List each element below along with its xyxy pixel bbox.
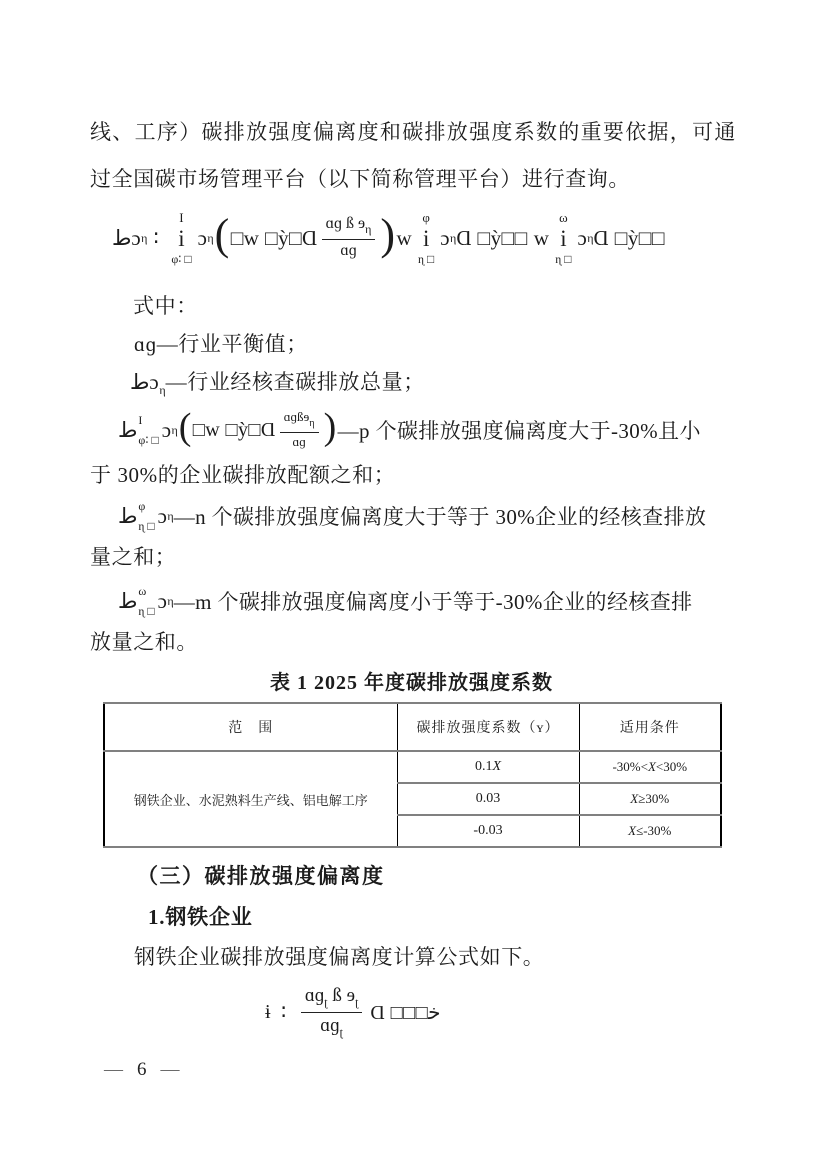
- page-number: 6: [137, 1059, 147, 1080]
- m-coefficient-subscript: η: [167, 593, 174, 608]
- fraction-1-numerator: [322, 215, 376, 240]
- where-label: 式中：: [133, 294, 198, 318]
- numerator-term-a-subscript: ʈ: [324, 994, 328, 1009]
- numerator-operator: ß: [327, 984, 347, 1006]
- coefficient-2-subscript: η: [450, 230, 457, 245]
- w-term-1: w: [396, 225, 413, 250]
- w-term-2: w: [533, 225, 550, 250]
- summation-3-symbol: i: [560, 226, 567, 251]
- cell-condition-3: X≤-30%: [579, 815, 721, 847]
- cell-coefficient-2: 0.03: [397, 783, 579, 815]
- open-paren: (: [214, 210, 230, 260]
- numerator-text: ɑɡ ß ɘ: [325, 215, 366, 233]
- fraction-1: [322, 215, 376, 260]
- deviation-lhs: ɨ: [265, 1000, 271, 1023]
- tail-terms-2: Ɑ □ỳ□□: [593, 225, 665, 250]
- footer-right-dash: —: [160, 1059, 180, 1080]
- m-coefficient: ɔ: [157, 588, 168, 613]
- equals-sign: ∶: [280, 999, 287, 1024]
- paragraph-n-formula: [118, 494, 706, 538]
- summation-1-symbol: i: [178, 226, 185, 251]
- summation-3-upper: ω: [559, 210, 568, 225]
- formula-lhs-subscript: η: [141, 230, 148, 245]
- numerator-subscript: η: [365, 222, 372, 237]
- coefficient-1-subscript: η: [207, 230, 214, 245]
- n-lhs-subscript: ɳ □: [138, 519, 155, 533]
- p-coefficient-subscript: η: [171, 422, 178, 437]
- intensity-coefficient-table: [103, 702, 722, 848]
- paragraph-m-formula: [118, 579, 693, 623]
- m-description: —m 个碳排放强度偏离度小于等于-30%企业的经核查排: [173, 590, 693, 614]
- p-fraction-numerator: [280, 410, 319, 433]
- m-lhs-subscript: ɳ □: [138, 604, 155, 618]
- p-lhs-subscript: φ∶ □: [138, 433, 159, 447]
- coefficient-3-subscript: η: [587, 230, 594, 245]
- paragraph-top-line1: 线、工序）碳排放强度偏离度和碳排放强度系数的重要依据，可通: [90, 120, 737, 144]
- deviation-tail: Ɑ □□□ﺧ: [370, 1001, 441, 1024]
- summation-1-lower: φ∶ □: [171, 252, 192, 266]
- summation-2: [418, 211, 434, 265]
- tail-terms-1: Ɑ □ỳ□□: [456, 225, 528, 250]
- header-condition: 适用条件: [579, 703, 721, 751]
- summation-1: [171, 211, 191, 265]
- formula-inner-terms: □w □ỳ□Ɑ: [230, 225, 318, 250]
- numerator-term-b-subscript: ʈ: [355, 994, 359, 1009]
- equals-sign: ∶: [153, 225, 160, 250]
- n-lhs-scripts: [138, 500, 154, 532]
- definition-2-text: —行业经核查碳排放总量；: [165, 370, 425, 394]
- p-lhs-symbol: ط: [118, 417, 138, 442]
- paragraph-n-line2: 量之和；: [90, 545, 177, 569]
- summation-3: [555, 211, 571, 265]
- numerator-term-b: ɘ: [346, 984, 356, 1006]
- formula-industry-total: [112, 201, 665, 275]
- coefficient-3: ɔ: [577, 225, 588, 250]
- table-header-row: [104, 703, 721, 751]
- coefficient-2: ɔ: [440, 225, 451, 250]
- page-footer: [104, 1059, 180, 1081]
- header-coefficient: 碳排放强度系数（ʏ）: [397, 703, 579, 751]
- numerator-term-a: ɑɡ: [304, 984, 325, 1006]
- p-fraction-denominator: ɑɡ: [292, 433, 306, 449]
- cell-coefficient-1: 0.1X: [397, 751, 579, 783]
- m-lhs-scripts: [138, 585, 154, 617]
- n-coefficient: ɔ: [157, 503, 168, 528]
- paragraph-p-formula: [118, 405, 701, 455]
- p-description: —p 个碳排放强度偏离度大于-30%且小: [337, 419, 701, 443]
- table-row: [104, 751, 721, 783]
- p-lhs-superscript: I: [138, 413, 143, 427]
- summation-2-upper: φ: [422, 210, 430, 225]
- footer-left-dash: —: [104, 1059, 123, 1080]
- n-description: —n 个碳排放强度偏离度大于等于 30%企业的经核查排放: [173, 505, 707, 529]
- n-lhs-symbol: ط: [118, 503, 138, 528]
- p-numerator-text: ɑɡßɘ: [283, 409, 310, 425]
- paragraph-top-line2: 过全国碳市场管理平台（以下简称管理平台）进行查询。: [90, 167, 630, 191]
- cell-coefficient-3: -0.03: [397, 815, 579, 847]
- subsection-heading-steel: 1.钢铁企业: [148, 905, 253, 929]
- close-paren: ): [380, 210, 396, 260]
- p-lhs-scripts: [138, 414, 158, 446]
- summation-3-lower: ɳ □: [555, 252, 572, 266]
- fraction-1-denominator: ɑɡ: [340, 242, 357, 260]
- p-coefficient: ɔ: [161, 417, 172, 442]
- denominator-subscript: ʈ: [339, 1024, 344, 1039]
- paragraph-m-line2: 放量之和。: [90, 630, 198, 654]
- definition-2-symbol: طɔ: [130, 370, 160, 394]
- summation-2-symbol: i: [422, 226, 430, 251]
- formula-lhs: طɔ: [112, 225, 142, 250]
- close-paren: ): [323, 405, 337, 448]
- deviation-numerator: [301, 985, 363, 1013]
- definition-verified-total: [130, 366, 425, 398]
- summation-2-lower: ɳ □: [418, 252, 435, 266]
- n-lhs-superscript: φ: [138, 499, 146, 513]
- paragraph-p-line2: 于 30%的企业碳排放配额之和；: [90, 463, 396, 487]
- m-lhs-superscript: ω: [138, 584, 147, 598]
- header-scope: 范 围: [104, 703, 397, 751]
- denominator-term: ɑɡ: [320, 1014, 340, 1036]
- p-fraction: [280, 410, 319, 449]
- table-title: 表 1 2025 年度碳排放强度系数: [270, 672, 553, 694]
- cell-condition-2: X≥30%: [579, 783, 721, 815]
- definition-1-symbol: ɑɡ: [134, 332, 157, 356]
- definition-2-subscript: η: [159, 383, 166, 397]
- deviation-fraction: [301, 985, 363, 1040]
- open-paren: (: [178, 405, 192, 448]
- section-heading-3: （三）碳排放强度偏离度: [137, 864, 385, 888]
- definition-balance-value: [134, 328, 308, 358]
- coefficient-1: ɔ: [197, 225, 208, 250]
- p-numerator-subscript: η: [309, 418, 315, 430]
- formula-steel-deviation: [265, 983, 440, 1041]
- n-coefficient-subscript: η: [167, 508, 174, 523]
- p-inner-terms: □w □ỳ□Ɑ: [192, 418, 276, 441]
- formula-intro-text: 钢铁企业碳排放强度偏离度计算公式如下。: [134, 945, 545, 969]
- deviation-denominator: [320, 1013, 343, 1040]
- m-lhs-symbol: ط: [118, 588, 138, 613]
- cell-scope: 钢铁企业、水泥熟料生产线、铝电解工序: [104, 751, 397, 847]
- definition-1-text: —行业平衡值；: [156, 332, 308, 356]
- cell-condition-1: -30%<X<30%: [579, 751, 721, 783]
- summation-1-upper: I: [179, 210, 184, 225]
